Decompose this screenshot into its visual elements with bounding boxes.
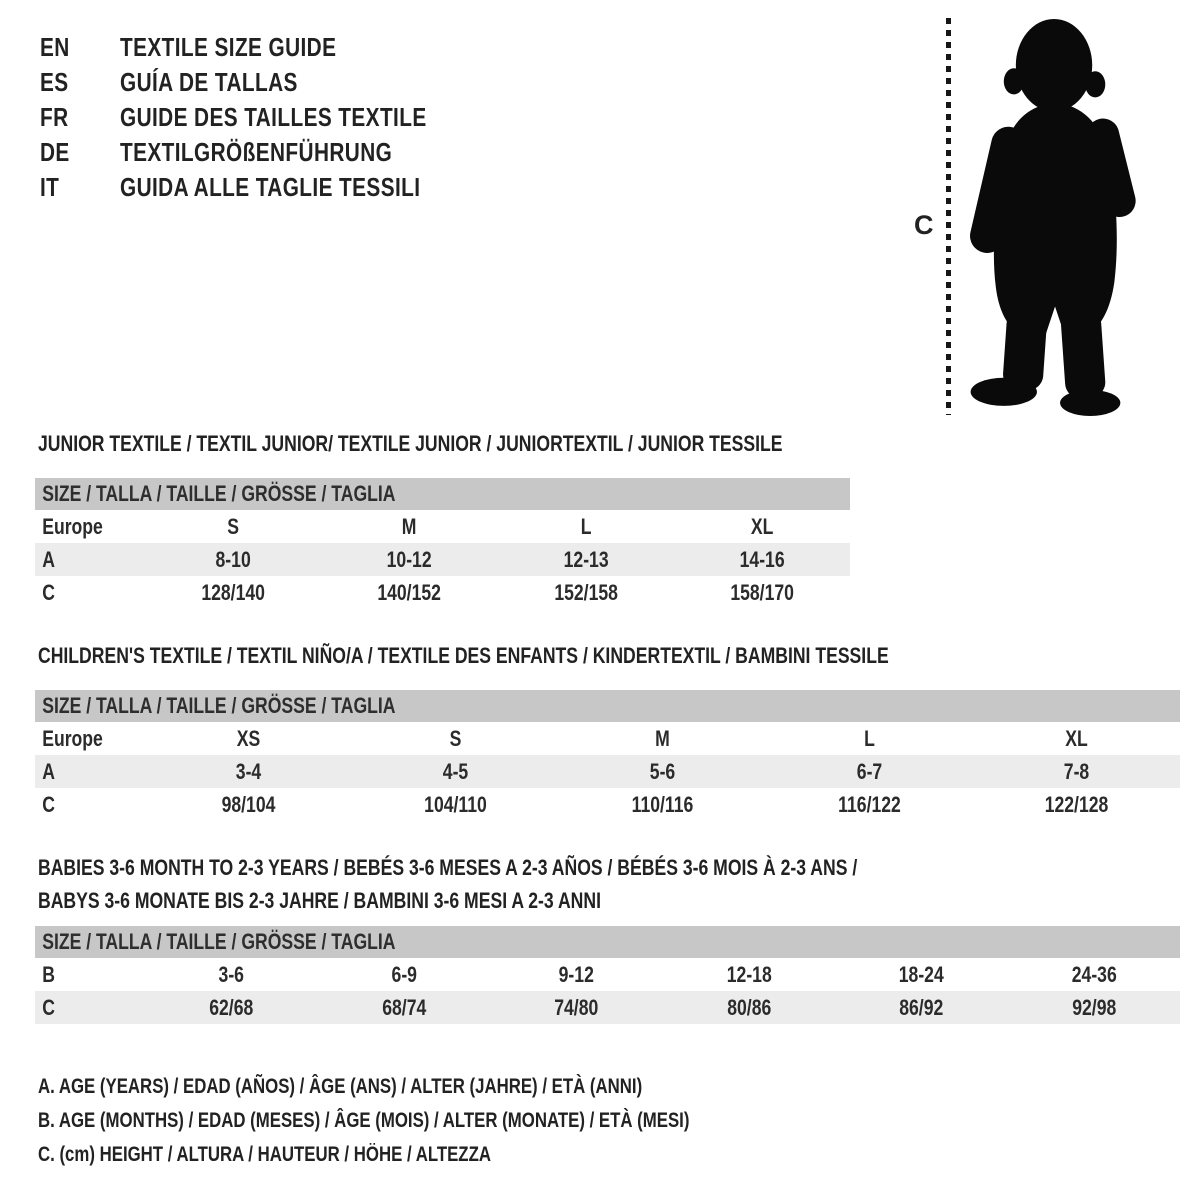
language-code: ES (40, 67, 69, 97)
row-label: A (42, 759, 55, 784)
size-header-text: SIZE / TALLA / TAILLE / GRÖSSE / TAGLIA (42, 929, 396, 954)
size-header-bar (35, 690, 1180, 722)
size-header-text: SIZE / TALLA / TAILLE / GRÖSSE / TAGLIA (42, 481, 396, 506)
language-code: EN (40, 32, 70, 62)
table-cell: 104/110 (424, 792, 487, 817)
table-cell: S (449, 726, 462, 751)
toddler-silhouette-icon (958, 13, 1140, 420)
table-cell: 98/104 (221, 792, 276, 817)
table-row (35, 991, 1180, 1024)
legend-line-a: A. AGE (YEARS) / EDAD (AÑOS) / ÂGE (ANS) / ALTER (JAHRE) / ETÀ (ANNI) (38, 1075, 643, 1098)
table-cell: 3-6 (218, 962, 244, 987)
language-title: GUÍA DE TALLAS (120, 67, 298, 97)
table-cell: 86/92 (899, 995, 944, 1020)
table-cell: 14-16 (739, 547, 785, 572)
table-row (35, 576, 850, 609)
language-row (40, 135, 503, 170)
section-title (38, 432, 850, 456)
row-label: Europe (42, 726, 103, 751)
row-label: C (42, 580, 55, 605)
language-title: GUIDE DES TAILLES TEXTILE (120, 102, 427, 132)
table-cell: 110/116 (631, 792, 694, 817)
table-cell: 12-13 (563, 547, 609, 572)
language-row (40, 100, 503, 135)
size-table (35, 926, 1180, 1024)
language-code: FR (40, 102, 69, 132)
table-cell: XS (236, 726, 261, 751)
height-measure-label: C (914, 210, 934, 240)
table-cell: 12-18 (726, 962, 772, 987)
table-cell: 128/140 (201, 580, 265, 605)
table-cell: S (227, 514, 239, 539)
table-cell: 92/98 (1071, 995, 1116, 1020)
table-cell: 158/170 (730, 580, 794, 605)
table-row (35, 755, 1180, 788)
table-cell: 5-6 (649, 759, 676, 784)
table-row (35, 958, 1180, 991)
table-cell: 9-12 (558, 962, 594, 987)
language-code: IT (40, 172, 60, 202)
measurement-legend (38, 1070, 852, 1172)
table-cell: 122/128 (1044, 792, 1109, 817)
row-label: A (42, 547, 55, 572)
section-title (38, 644, 1180, 668)
section-childrens-textile (35, 644, 1180, 821)
language-code: DE (40, 137, 70, 167)
language-title: GUIDA ALLE TAGLIE TESSILI (120, 172, 421, 202)
table-cell: 152/158 (553, 580, 618, 605)
table-cell: M (655, 726, 670, 751)
table-cell: 68/74 (381, 995, 426, 1020)
table-cell: L (580, 514, 591, 539)
table-cell: 62/68 (209, 995, 254, 1020)
table-row (35, 510, 850, 543)
table-cell: 74/80 (554, 995, 599, 1020)
table-cell: 18-24 (898, 962, 944, 987)
language-title: TEXTILGRÖßENFÜHRUNG (120, 137, 393, 167)
section-title-text: BABIES 3-6 MONTH TO 2-3 YEARS / BEBÉS 3-6 MESES A 2-3 AÑOS / BÉBÉS 3-6 MOIS À 2-3 ANS / (38, 855, 858, 880)
section-title-text: CHILDREN'S TEXTILE / TEXTIL NIÑO/A / TEXTILE DES ENFANTS / KINDERTEXTIL / BAMBINI TESSILE (38, 643, 889, 668)
table-cell: 6-7 (856, 759, 883, 784)
section-title-text: JUNIOR TEXTILE / TEXTIL JUNIOR/ TEXTILE JUNIOR / JUNIORTEXTIL / JUNIOR TESSILE (38, 431, 783, 456)
table-cell: 24-36 (1071, 962, 1117, 987)
size-header-bar (35, 478, 850, 510)
section-babies (35, 851, 1180, 1024)
table-cell: M (402, 514, 417, 539)
section-title-text: BABYS 3-6 MONATE BIS 2-3 JAHRE / BAMBINI 3-6 MESI A 2-3 ANNI (38, 888, 601, 913)
row-label: Europe (42, 514, 103, 539)
table-cell: 10-12 (386, 547, 432, 572)
language-row (40, 170, 503, 205)
row-label: B (42, 962, 55, 987)
section-title (38, 851, 1180, 917)
language-title-list (40, 30, 503, 205)
size-header-text: SIZE / TALLA / TAILLE / GRÖSSE / TAGLIA (42, 693, 396, 718)
table-cell: L (864, 726, 875, 751)
legend-line-c: C. (cm) HEIGHT / ALTURA / HAUTEUR / HÖHE / ALTEZZA (38, 1143, 491, 1166)
table-cell: 4-5 (442, 759, 469, 784)
table-row (35, 788, 1180, 821)
table-cell: 6-9 (391, 962, 417, 987)
table-cell: 3-4 (235, 759, 262, 784)
table-cell: 116/122 (838, 792, 901, 817)
row-label: C (42, 792, 55, 817)
table-cell: XL (750, 514, 774, 539)
table-cell: 8-10 (215, 547, 251, 572)
row-label: C (42, 995, 55, 1020)
table-cell: 7-8 (1063, 759, 1090, 784)
language-title: TEXTILE SIZE GUIDE (120, 32, 337, 62)
table-cell: 140/152 (377, 580, 442, 605)
section-junior-textile (35, 432, 850, 609)
size-table (35, 478, 850, 609)
size-header-bar (35, 926, 1180, 958)
size-table (35, 690, 1180, 821)
legend-line-b: B. AGE (MONTHS) / EDAD (MESES) / ÂGE (MOIS) / ALTER (MONATE) / ETÀ (MESI) (38, 1109, 690, 1132)
table-row (35, 543, 850, 576)
table-cell: 80/86 (726, 995, 771, 1020)
language-row (40, 65, 503, 100)
table-cell: XL (1065, 726, 1088, 751)
height-dashed-line (946, 18, 951, 415)
table-row (35, 722, 1180, 755)
language-row (40, 30, 503, 65)
